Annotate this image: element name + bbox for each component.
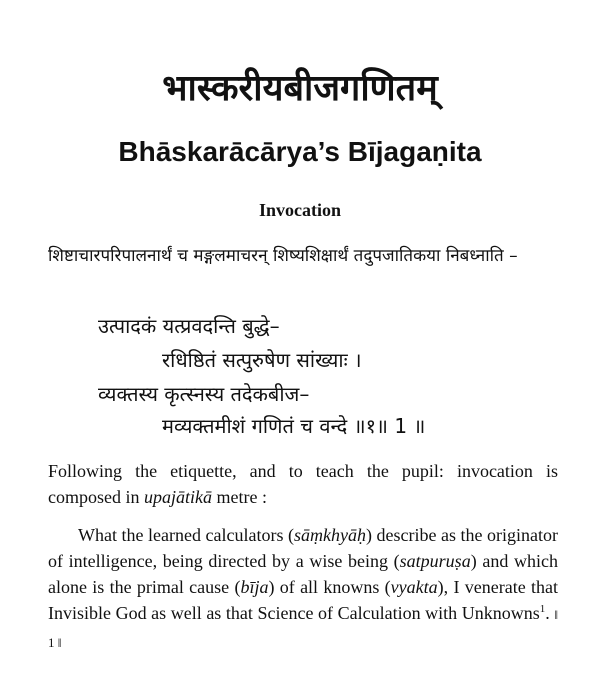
verse-line-2: रधिष्ठितं सत्पुरुषेण सांख्याः । bbox=[162, 348, 362, 372]
verse-line-3: व्यक्तस्य कृत्स्नस्य तदेकबीज– bbox=[98, 382, 310, 406]
text-run: ) of all knowns ( bbox=[268, 577, 391, 597]
text-run: metre : bbox=[212, 487, 267, 507]
italic-term: upajātikā bbox=[144, 487, 212, 507]
text-run: What the learned calculators ( bbox=[78, 525, 294, 545]
text-run: ) describe as the originator of intelligence, being directed by a wise being ( bbox=[48, 525, 558, 571]
italic-term: sāṃkhyāḥ bbox=[293, 525, 366, 545]
verse-line-1: उत्पादकं यत्प्रवदन्ति बुद्धे– bbox=[98, 314, 280, 338]
translation-note bbox=[48, 458, 558, 510]
sanskrit-title: भास्करीयबीजगणितम् bbox=[162, 68, 438, 109]
translation-paragraph bbox=[48, 522, 558, 656]
verse-number-mark: ‖ 1 ‖ bbox=[48, 607, 559, 650]
text-run: Following the etiquette, and to teach the pupil: invocation is composed in bbox=[48, 461, 558, 507]
text-run: ) and which alone is the primal cause ( bbox=[48, 551, 558, 597]
italic-term: satpuruṣa bbox=[399, 551, 471, 571]
italic-term: bīja bbox=[240, 577, 269, 597]
sanskrit-intro: शिष्टाचारपरिपालनार्थं च मङ्गलमाचरन् शिष्यशिक्षार्थं तदुपजातिकया निबध्नाति – bbox=[48, 246, 518, 266]
text-run: ), I venerate that Invisible God as well as that Science of Calculation with Unknowns bbox=[48, 577, 558, 623]
footnote-marker[interactable]: 1 bbox=[539, 603, 546, 615]
section-heading: Invocation bbox=[258, 200, 341, 220]
verse-line-4: मव्यक्तमीशं गणितं च वन्दे ॥१॥ 1 ॥ bbox=[162, 414, 426, 438]
english-title: Bhāskarācārya’s Bījagaṇita bbox=[118, 136, 482, 167]
italic-term: vyakta bbox=[390, 577, 438, 597]
text-run: . bbox=[545, 603, 555, 623]
